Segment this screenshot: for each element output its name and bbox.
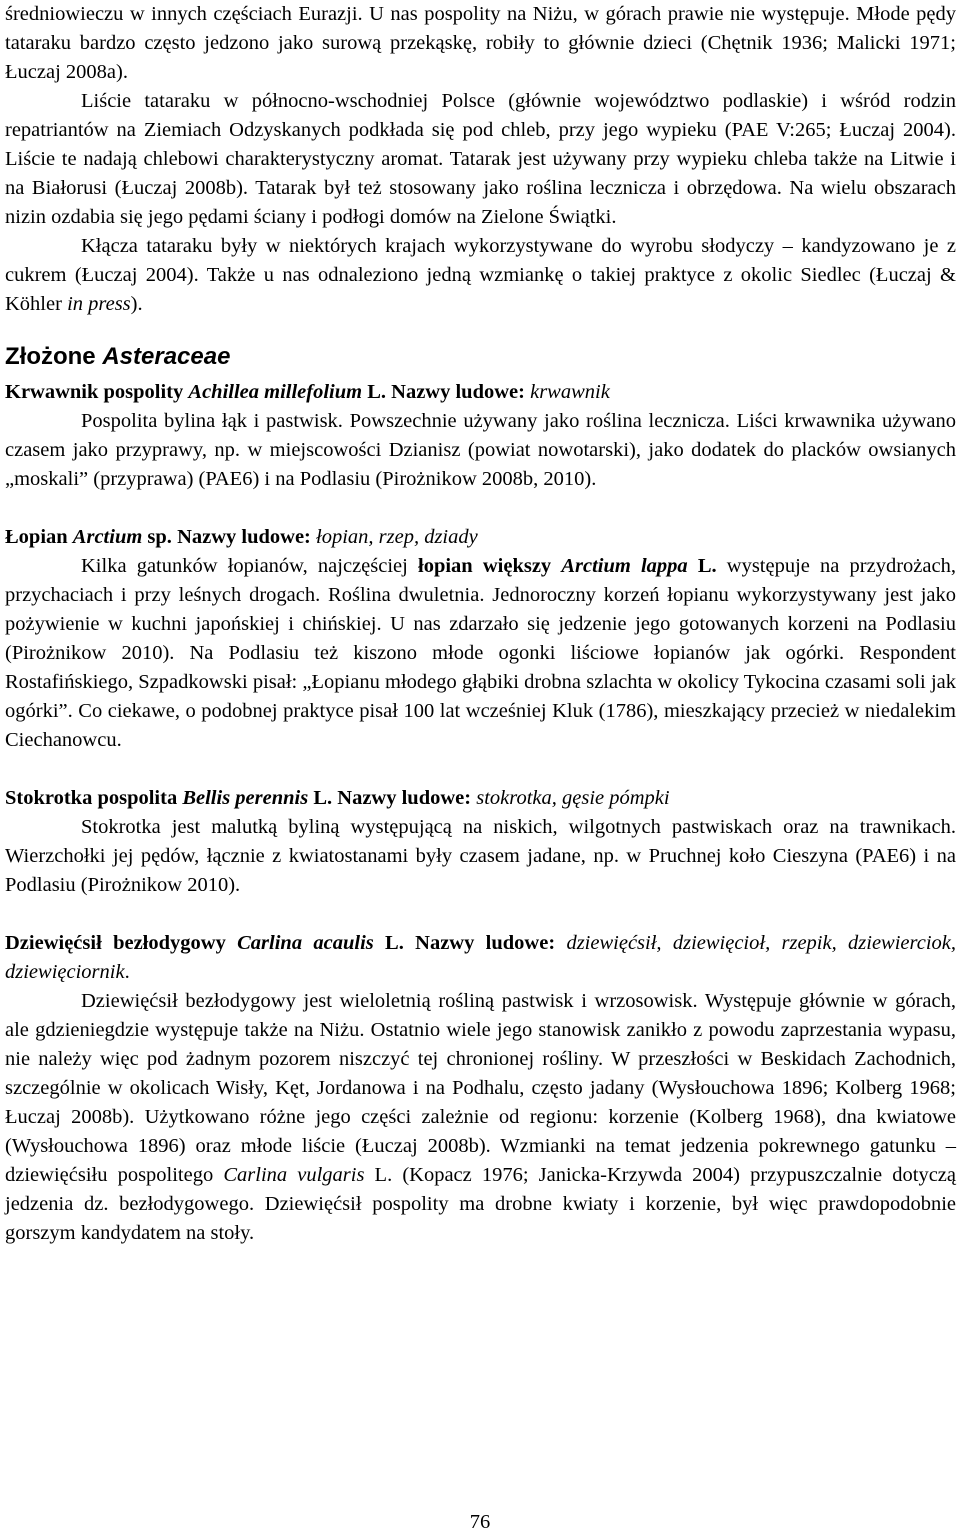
- italic-run: in press: [67, 293, 131, 315]
- text-run: Dziewięćsił bezłodygowy jest wieloletnią rośliną pastwisk i wrzosowisk. Występuje głównie w górach, ale gdzieniegdzie występuje także na Niżu. Ostatnio wiele jego stanowisk zanikło z powodu zaprzestania wypasu, nie należy więc pod żadnym pozorem niszczyć tej chronionej rośliny. W przeszłości w Beskidach Zachodnich, szczególnie w okolicach Wisły, Kęt, Jordanowa i na Podhalu, często jadany (Wysłouchowa 1896; Kolberg 1968; Łuczaj 2008b). Użytkowano różne jego części zależnie od regionu: korzenie (Kolberg 1968), dna kwiatowe (Wysłouchowa 1896) oraz młode liście (Łuczaj 2008b). Wzmianki na temat jedzenia pokrewnego gatunku – dziewięćsiłu pospolitego: [5, 990, 956, 1186]
- text-run: .: [124, 961, 130, 983]
- text-run: Kłącza tataraku były w niektórych krajach wykorzystywane do wyrobu słodyczy – kandyzowano je z cukrem (Łuczaj 2004). Także u nas odnaleziono jedną wzmiankę o takiej praktyce z okolic Siedlec (Łuczaj & Köhler: [5, 235, 956, 315]
- species-name-pl: Stokrotka pospolita: [5, 787, 183, 809]
- species-author: L.: [362, 381, 392, 403]
- text-run: L. (Kopacz 1976; Janicka-Krzywda 2004) przypuszczalnie dotyczą jedzenia dz. bezłodygowego. Dziewięćsił pospolity ma drobne kwiaty i korzenie, był więc prawdopodobnie gorszym kandydatem na stoły.: [5, 1164, 957, 1244]
- bold-species-author: L.: [687, 555, 717, 577]
- folk-names-label: Nazwy ludowe:: [415, 932, 567, 954]
- species-name-pl: Krwawnik pospolity: [5, 381, 189, 403]
- species-name-latin: Achillea millefolium: [188, 381, 363, 403]
- folk-names: stokrotka, gęsie pómpki: [476, 787, 670, 809]
- text-run: ).: [130, 293, 143, 315]
- section-heading-prefix: Złożone: [5, 343, 103, 370]
- entry-title-bellis: [5, 784, 956, 813]
- species-author: L.: [373, 932, 416, 954]
- document-body: [5, 0, 956, 1248]
- paragraph-carlina: [5, 987, 956, 1248]
- section-heading-asteraceae: [5, 342, 956, 372]
- species-author: L.: [308, 787, 338, 809]
- paragraph-calamus-candy: [5, 232, 956, 319]
- species-name-latin: Arctium: [72, 526, 143, 548]
- folk-names: łopian, rzep, dziady: [316, 526, 478, 548]
- paragraph-arctium: [5, 552, 956, 755]
- bold-species-latin: Arctium lappa: [561, 555, 688, 577]
- species-name-pl: Łopian: [5, 526, 73, 548]
- text-run: występuje na przydrożach, przychaciach i przy leśnych drogach. Roślina dwuletnia. Jednoroczny korzeń łopianu wykorzystywany jest jako pożywienie w kuchni japońskiej i chińskiej. U nas zdarzało się jedzenie jego gotowanych korzeni na Podlasiu (Pirożnikow 2010). Na Podlasiu też kiszono młode ogonki liściowe łopianów jak ogórki. Respondent Rostafińskiego, Szpadkowski pisał: „Łopianu młodego głąbiki drobna szlachta w okolicy Tykocina czasami soli jak ogórki”. Co ciekawe, o podobnej praktyce pisał 100 lat wcześniej Kluk (1786), mieszkający przecież w niedalekim Ciechanowcu.: [5, 555, 956, 751]
- folk-names: krwawnik: [530, 381, 610, 403]
- page-number: 76: [469, 1511, 491, 1533]
- italic-species-latin: Carlina vulgaris: [223, 1164, 365, 1186]
- folk-names-label: Nazwy ludowe:: [391, 381, 531, 403]
- paragraph-calamus-history: średniowieczu w innych częściach Eurazji. U nas pospolity na Niżu, w górach prawie nie występuje. Młode pędy tataraku bardzo często jedzono jako surową przekąskę, robiły to głównie dzieci (Chętnik 1936; Malicki 1971; Łuczaj 2008a).: [5, 3, 956, 83]
- entry-title-achillea: [5, 378, 956, 407]
- section-heading-latin: Asteraceae: [102, 343, 231, 370]
- text-run: Kilka gatunków łopianów, najczęściej: [81, 555, 418, 577]
- folk-names-label: Nazwy ludowe:: [337, 787, 477, 809]
- species-author: sp.: [142, 526, 178, 548]
- species-name-latin: Bellis perennis: [182, 787, 309, 809]
- entry-title-carlina: [5, 929, 956, 987]
- bold-species-name: łopian większy: [418, 555, 562, 577]
- species-name-pl: Dziewięćsił bezłodygowy: [5, 932, 238, 954]
- folk-names-label: Nazwy ludowe:: [177, 526, 316, 548]
- paragraph-calamus-bread: Liście tataraku w północno-wschodniej Polsce (głównie województwo podlaskie) i wśród rodzin repatriantów na Ziemiach Odzyskanych podkłada się pod chleb, przy jego wypieku (PAE V:265; Łuczaj 2004). Liście te nadają chlebowi charakterystyczny aromat. Tatarak jest używany przy wypieku chleba także na Litwie i na Białorusi (Łuczaj 2008b). Tatarak był też stosowany jako roślina lecznicza i obrzędowa. Na wielu obszarach nizin ozdabia się jego pędami ściany i podłogi domów na Zielone Świątki.: [5, 90, 956, 228]
- entry-title-arctium: [5, 523, 956, 552]
- paragraph-bellis: Stokrotka jest malutką byliną występującą na niskich, wilgotnych pastwiskach oraz na trawnikach. Wierzchołki jej pędów, łącznie z kwiatostanami były czasem jadane, np. w Pruchnej koło Cieszyna (PAE6) i na Podlasiu (Pirożnikow 2010).: [5, 816, 956, 896]
- paragraph-achillea: Pospolita bylina łąk i pastwisk. Powszechnie używany jako roślina lecznicza. Liści krwawnika używano czasem jako przyprawy, np. w miejscowości Dzianisz (powiat nowotarski), jako dodatek do placków owsianych „moskali” (przyprawa) (PAE6) i na Podlasiu (Pirożnikow 2008b, 2010).: [5, 410, 956, 490]
- species-name-latin: Carlina acaulis: [237, 932, 374, 954]
- folk-names: dziewięćsił, dziewięcioł, rzepik, dziewierciok, dziewięciornik: [5, 932, 956, 983]
